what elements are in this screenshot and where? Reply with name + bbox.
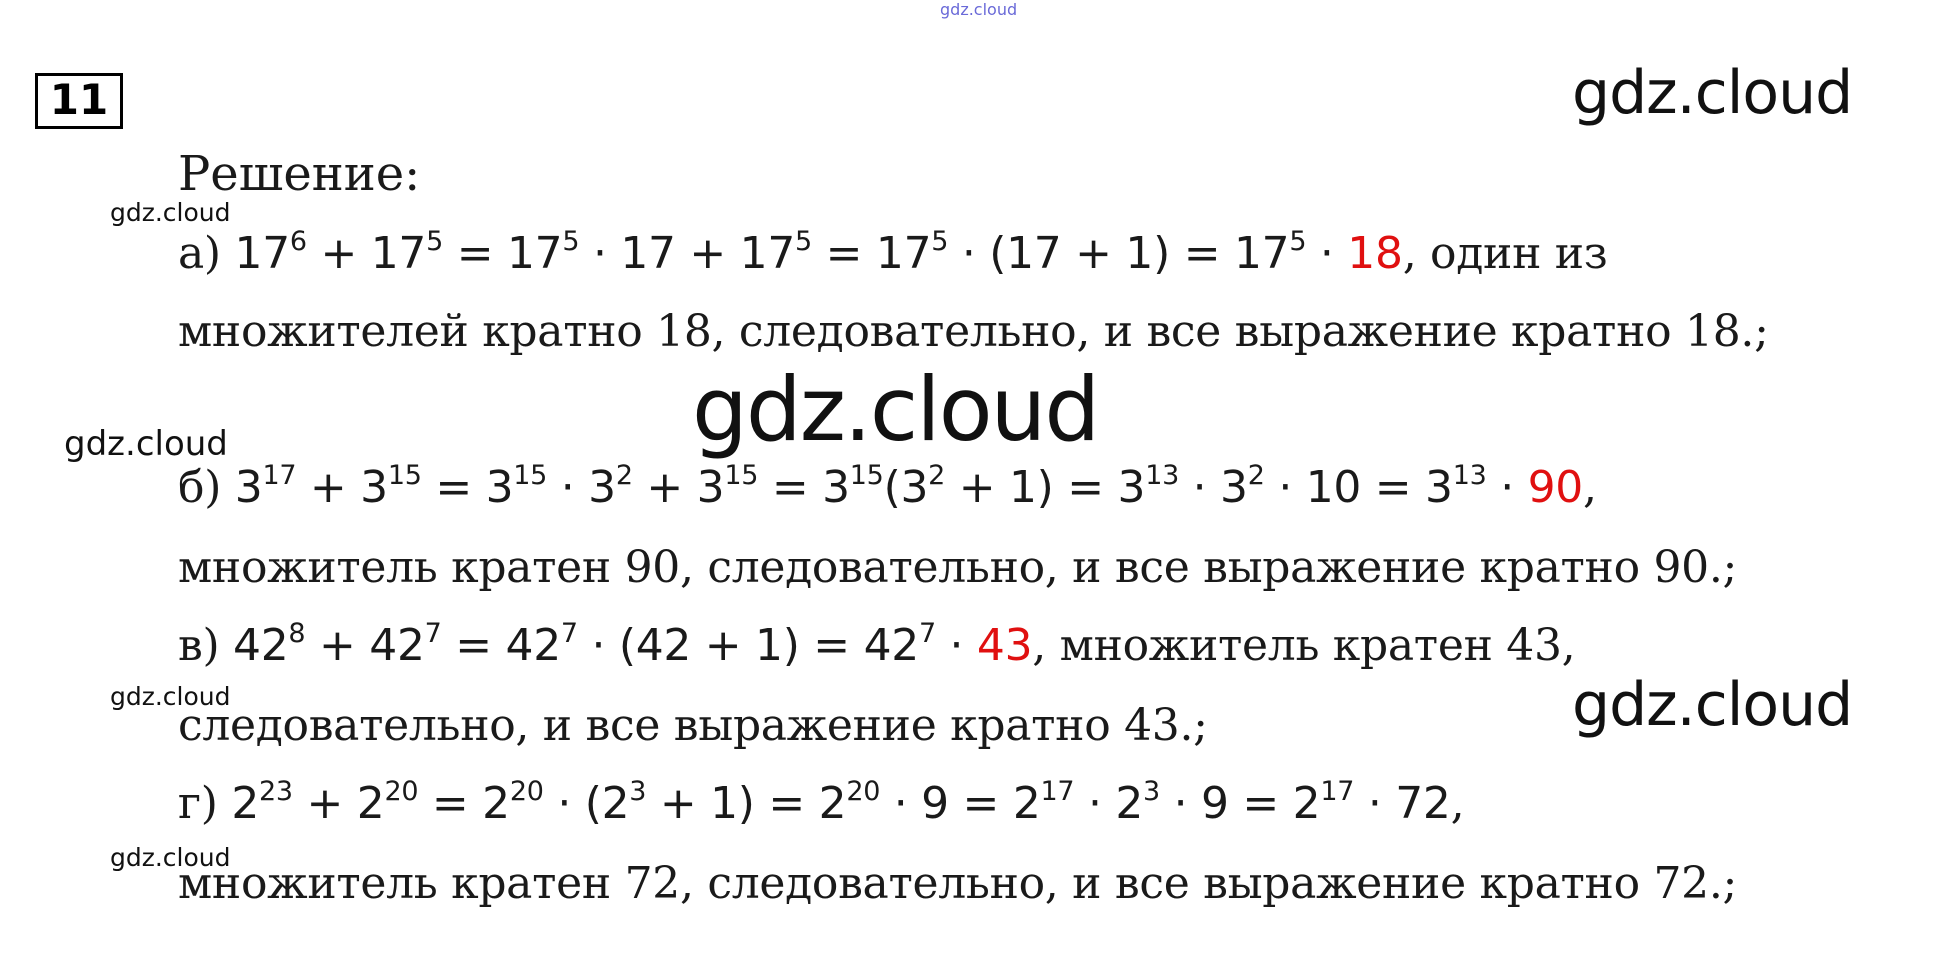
factor-a: 18 [1347, 228, 1403, 279]
solution-c-line-1: в) $42^8 + 42^7 = 42^7 \cdot (42 + 1) = 42^7 \cdot 43$, множитель кратен 43, [178, 618, 1576, 671]
math-a: $17^6 + 17^5 = 17^5 \cdot 17 + 17^5 = 17^5 \cdot (17 + 1) = 17^5 \cdot 18$ [234, 226, 1403, 279]
solution-d-line-2: множитель кратен 72, следовательно, и все выражение кратно 72.; [178, 858, 1738, 909]
watermark-left-2: gdz.cloud [64, 424, 228, 464]
watermark-right-mid: gdz.cloud [1572, 670, 1853, 740]
watermark-top-right: gdz.cloud [1572, 58, 1853, 128]
task-number: 11 [35, 73, 123, 129]
solution-b-line-2: множитель кратен 90, следовательно, и все выражение кратно 90.; [178, 542, 1738, 593]
solution-b-line-1: б) $3^{17} + 3^{15} = 3^{15} \cdot 3^2 + 3^{15} = 3^{15}(3^2 + 1) = 3^{13} \cdot 3^2 \cdot 10 = 3^{13} \cdot 90$, [178, 460, 1597, 513]
label-a: а) [178, 228, 221, 279]
factor-b: 90 [1527, 462, 1583, 513]
math-d: $2^{23} + 2^{20} = 2^{20} \cdot (2^3 + 1) = 2^{20} \cdot 9 = 2^{17} \cdot 2^3 \cdot 9 = 2^{17} \cdot 72$ [231, 776, 1451, 829]
solution-a-line-2: множителей кратно 18, следовательно, и все выражение кратно 18.; [178, 306, 1769, 357]
solution-d-line-1: г) $2^{23} + 2^{20} = 2^{20} \cdot (2^3 + 1) = 2^{20} \cdot 9 = 2^{17} \cdot 2^3 \cdot 9 = 2^{17} \cdot 72$, [178, 776, 1465, 829]
factor-c: 43 [976, 620, 1033, 671]
watermark-left-4: gdz.cloud [110, 843, 231, 872]
label-c: в) [178, 620, 220, 671]
solution-title: Решение: [178, 146, 421, 202]
watermark-left-1: gdz.cloud [110, 198, 231, 227]
watermark-left-3: gdz.cloud [110, 682, 231, 711]
watermark-top: gdz.cloud [940, 0, 1018, 19]
label-b: б) [178, 462, 222, 513]
watermark-center: gdz.cloud [692, 358, 1099, 461]
math-c: $42^8 + 42^7 = 42^7 \cdot (42 + 1) = 42^7 \cdot 43$ [233, 618, 1033, 671]
math-b: $3^{17} + 3^{15} = 3^{15} \cdot 3^2 + 3^{15} = 3^{15}(3^2 + 1) = 3^{13} \cdot 3^2 \cdot 10 = 3^{13} \cdot 90$ [234, 460, 1583, 513]
solution-a-line-1: а) $17^6 + 17^5 = 17^5 \cdot 17 + 17^5 = 17^5 \cdot (17 + 1) = 17^5 \cdot 18$, один из [178, 226, 1608, 279]
solution-c-line-2: следовательно, и все выражение кратно 43.; [178, 700, 1208, 751]
label-d: г) [178, 778, 218, 829]
